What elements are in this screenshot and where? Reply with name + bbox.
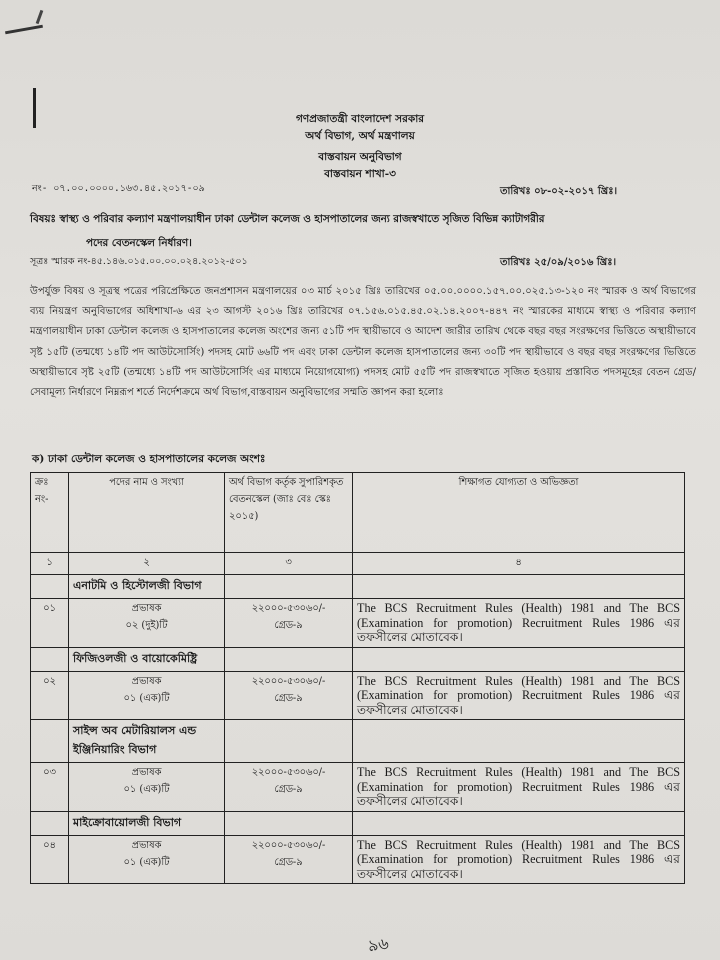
qualification-cell: The BCS Recruitment Rules (Health) 1981 and The BCS (Examination for promotion) Recruitment Rules 1986 এর তফসীলের মোতাবেক। xyxy=(353,599,685,648)
post-name: প্রভাষক xyxy=(131,767,162,778)
division-title: অর্থ বিভাগ, অর্থ মন্ত্রণালয় xyxy=(305,130,415,142)
department-spacer xyxy=(225,811,353,835)
department-spacer xyxy=(225,575,353,599)
table-row xyxy=(31,599,685,648)
header-qualification: শিক্ষাগত যোগ্যতা ও অভিজ্ঞতা xyxy=(353,473,685,553)
pay-scale: ২২০০০-৫৩০৬০/- xyxy=(251,767,326,778)
qualification-cell: The BCS Recruitment Rules (Health) 1981 and The BCS (Examination for promotion) Recruitment Rules 1986 এর তফসীলের মোতাবেক। xyxy=(353,763,685,812)
post-count: ০১ (এক)টি xyxy=(123,856,170,868)
post-cell xyxy=(69,599,225,648)
department-spacer xyxy=(353,811,685,835)
post-name: প্রভাষক xyxy=(131,839,162,851)
pay-scale: ২২০০০-৫৩০৬০/- xyxy=(251,675,326,687)
department-spacer xyxy=(225,720,353,763)
pen-mark xyxy=(36,10,44,24)
department-row xyxy=(31,575,685,599)
header-serial: ক্রঃ নং- xyxy=(31,473,69,553)
col-number: ৩ xyxy=(225,553,353,575)
qualification-cell: The BCS Recruitment Rules (Health) 1981 and The BCS (Examination for promotion) Recruitment Rules 1986 এর তফসীলের মোতাবেক। xyxy=(353,835,685,884)
col-number: ১ xyxy=(31,553,69,575)
header-post: পদের নাম ও সংখ্যা xyxy=(69,473,225,553)
header-scale: অর্থ বিভাগ কর্তৃক সুপারিশকৃত বেতনস্কেল (জাঃ বেঃ স্কেঃ ২০১৫) xyxy=(225,473,353,553)
qualification-cell: The BCS Recruitment Rules (Health) 1981 and The BCS (Examination for promotion) Recruitment Rules 1986 এর তফসীলের মোতাবেক। xyxy=(353,671,685,720)
department-spacer xyxy=(31,720,69,763)
department-spacer xyxy=(31,811,69,835)
post-count: ০১ (এক)টি xyxy=(123,692,170,704)
department-spacer xyxy=(353,647,685,671)
department-spacer xyxy=(353,575,685,599)
department-spacer xyxy=(31,575,69,599)
post-cell xyxy=(69,835,225,884)
reference-date: তারিখঃ ২৫/০৯/২০১৬ খ্রিঃ। xyxy=(500,257,617,268)
column-number-row xyxy=(31,553,685,575)
serial-cell: ০৪ xyxy=(31,835,69,884)
memo-date: তারিখঃ ০৮-০২-২০১৭ খ্রিঃ। xyxy=(500,186,618,197)
table-row xyxy=(31,763,685,812)
pay-grade: গ্রেড-৯ xyxy=(274,620,303,631)
scale-cell xyxy=(225,835,353,884)
post-cell xyxy=(69,763,225,812)
scale-cell xyxy=(225,599,353,648)
table-row xyxy=(31,671,685,720)
subject xyxy=(30,207,670,255)
pay-grade: গ্রেড-৯ xyxy=(274,692,303,704)
post-name: প্রভাষক xyxy=(131,675,162,687)
col-number: ৪ xyxy=(353,553,685,575)
serial-cell: ০১ xyxy=(31,599,69,648)
wing-title: বাস্তবায়ন অনুবিভাগ xyxy=(318,151,402,163)
post-count: ০২ (দুই)টি xyxy=(125,620,168,631)
post-name: প্রভাষক xyxy=(131,603,162,614)
branch-title: বাস্তবায়ন শাখা-৩ xyxy=(324,168,396,180)
department-name: সাইন্স অব মেটারিয়ালস এন্ড ইঞ্জিনিয়ারিং বিভাগ xyxy=(69,720,225,763)
scale-cell xyxy=(225,763,353,812)
govt-title: গণপ্রজাতন্ত্রী বাংলাদেশ সরকার xyxy=(295,113,425,125)
reference: সূত্রঃ স্মারক নং-৪৫.১৪৬.০১৫.০০.০০.০২৪.২০১২-৫০১ xyxy=(30,256,248,267)
scale-cell xyxy=(225,671,353,720)
col-number: ২ xyxy=(69,553,225,575)
department-spacer xyxy=(225,647,353,671)
department-row xyxy=(31,720,685,763)
subject-line-1: বিষয়ঃ স্বাস্থ্য ও পরিবার কল্যাণ মন্ত্রণালয়াধীন ঢাকা ডেন্টাল কলেজ ও হাসপাতালের জন্য রাজস্বখাতে সৃজিত বিভিন্ন ক্যাটাগরীর xyxy=(30,213,545,225)
body-paragraph: উপর্যুক্ত বিষয় ও সূত্রস্থ পত্রের পরিপ্রেক্ষিতে জনপ্রশাসন মন্ত্রণালয়ের ০৩ মার্চ ২০১৫ খ্রিঃ তারিখের ০৫.০০.০০০০.১৫৭.০০.০২৫.১৩-১২০ নং স্মারক ও অর্থ বিভাগের ব্যয় নিয়ন্ত্রণ অনুবিভাগের অধিশাখা-৬ এর ২৩ আগস্ট ২০১৬ খ্রিঃ তারিখের ০৭.১৫৬.০১৫.৪৫.০২.১৪.২০০৭-৪৪৭ নং স্মারকের মাধ্যমে স্বাস্থ্য ও পরিবার কল্যাণ মন্ত্রণালয়াধীন ঢাকা ডেন্টাল কলেজ ও হাসপাতালের কলেজ অংশের জন্য ৫১টি পদ স্থায়ীভাবে ও আদেশ জারীর তারিখ থেকে বছর বছর সংরক্ষণের ভিত্তিতে অস্থায়ীভাবে সৃষ্ট ১৫টি (তন্মধ্যে ১৪টি পদ আউটসোর্সিং) পদসহ মোট ৬৬টি পদ এবং ঢাকা ডেন্টাল কলেজ হাসপাতালের জন্য ৩০টি পদ স্থায়ীভাবে ও বছর বছর সংরক্ষণের ভিত্তিতে অস্থায়ীভাবে সৃষ্ট ২৫টি (তন্মধ্যে ১৪টি পদ আউটসোর্সিং এর মাধ্যমে নিয়োগযোগ্য) পদসহ মোট ৫৫টি পদ রাজস্বখাতে সৃজিত হওয়ায় প্রস্তাবিত পদসমূহের বেতন গ্রেড/সেবামূল্য নির্ধারণে নিম্নরূপ শর্তে নির্দেশক্রমে অর্থ বিভাগ,বাস্তবায়ন অনুবিভাগের সম্মতি জ্ঞাপন করা হলোঃ xyxy=(30,286,696,399)
department-spacer xyxy=(353,720,685,763)
serial-cell: ০৩ xyxy=(31,763,69,812)
signature: ৯৬ xyxy=(366,933,390,956)
post-count: ০১ (এক)টি xyxy=(123,784,170,795)
subject-line-2: পদের বেতনস্কেল নির্ধারণ। xyxy=(86,237,192,249)
posts-table xyxy=(30,472,685,884)
post-cell xyxy=(69,671,225,720)
department-spacer xyxy=(31,647,69,671)
department-name: এনাটমি ও হিস্টোলজী বিভাগ xyxy=(69,575,225,599)
pay-scale: ২২০০০-৫৩০৬০/- xyxy=(251,603,326,614)
pay-scale: ২২০০০-৫৩০৬০/- xyxy=(251,839,326,851)
table-row xyxy=(31,835,685,884)
serial-cell: ০২ xyxy=(31,671,69,720)
department-row xyxy=(31,811,685,835)
department-name: মাইক্রোবায়োলজী বিভাগ xyxy=(69,811,225,835)
memo-number: নং- ০৭.০০.০০০০.১৬৩.৪৫.২০১৭-০৯ xyxy=(32,183,205,194)
department-name: ফিজিওলজী ও বায়োকেমিষ্ট্রি xyxy=(69,647,225,671)
pay-grade: গ্রেড-৯ xyxy=(274,784,303,795)
pen-mark xyxy=(5,25,43,35)
table-header-row xyxy=(31,473,685,553)
pay-grade: গ্রেড-৯ xyxy=(274,856,303,868)
section-title: ক) ঢাকা ডেন্টাল কলেজ ও হাসপাতালের কলেজ অংশঃ xyxy=(32,453,266,465)
department-row xyxy=(31,647,685,671)
